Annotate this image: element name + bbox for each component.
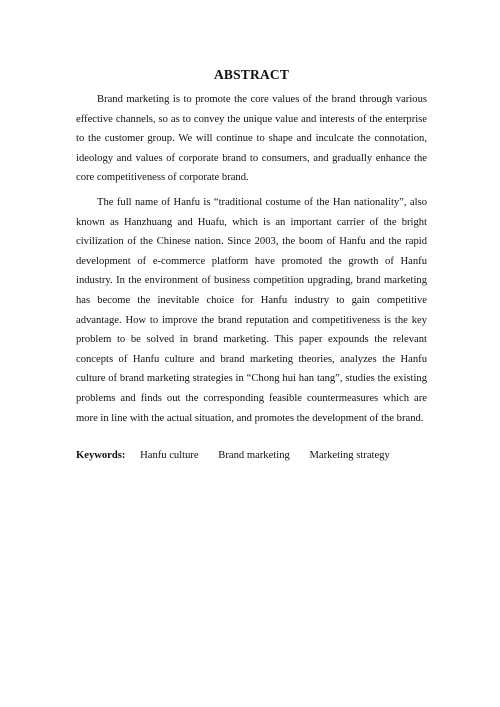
keywords-line — [76, 448, 427, 464]
keyword-hanfu-culture: Hanfu culture — [140, 450, 199, 462]
keyword-brand-marketing: Brand marketing — [218, 450, 290, 462]
abstract-paragraph-2: The full name of Hanfu is “traditional costume of the Han nationality”, also known as Hanzhuang and Huafu, which is an important carrier of the bright civilization of the Chinese nation. Since 2003, the boom of Hanfu and the rapid development of e-commerce platform have promoted the growth of Hanfu industry. In the environment of business competition upgrading, brand marketing has become the inevitable choice for Hanfu industry to gain competitive advantage. How to improve the brand reputation and competitiveness is the key problem to be solved in brand marketing. This paper expounds the relevant concepts of Hanfu culture and brand marketing theories, analyzes the Hanfu culture of brand marketing strategies in “Chong hui han tang”, studies the existing problems and finds out the corresponding feasible countermeasures which are more in line with the actual situation, and promotes the development of the brand. — [76, 196, 427, 424]
abstract-paragraph-1: Brand marketing is to promote the core values of the brand through various effective channels, so as to convey the unique value and interests of the enterprise to the customer group. We will continue to shape and inculcate the connotation, ideology and values of corporate brand to consumers, and gradually enhance the core competitiveness of corporate brand. — [76, 94, 427, 184]
keywords-label: Keywords: — [76, 450, 126, 462]
keyword-marketing-strategy: Marketing strategy — [309, 450, 390, 462]
abstract-title: ABSTRACT — [213, 67, 290, 82]
